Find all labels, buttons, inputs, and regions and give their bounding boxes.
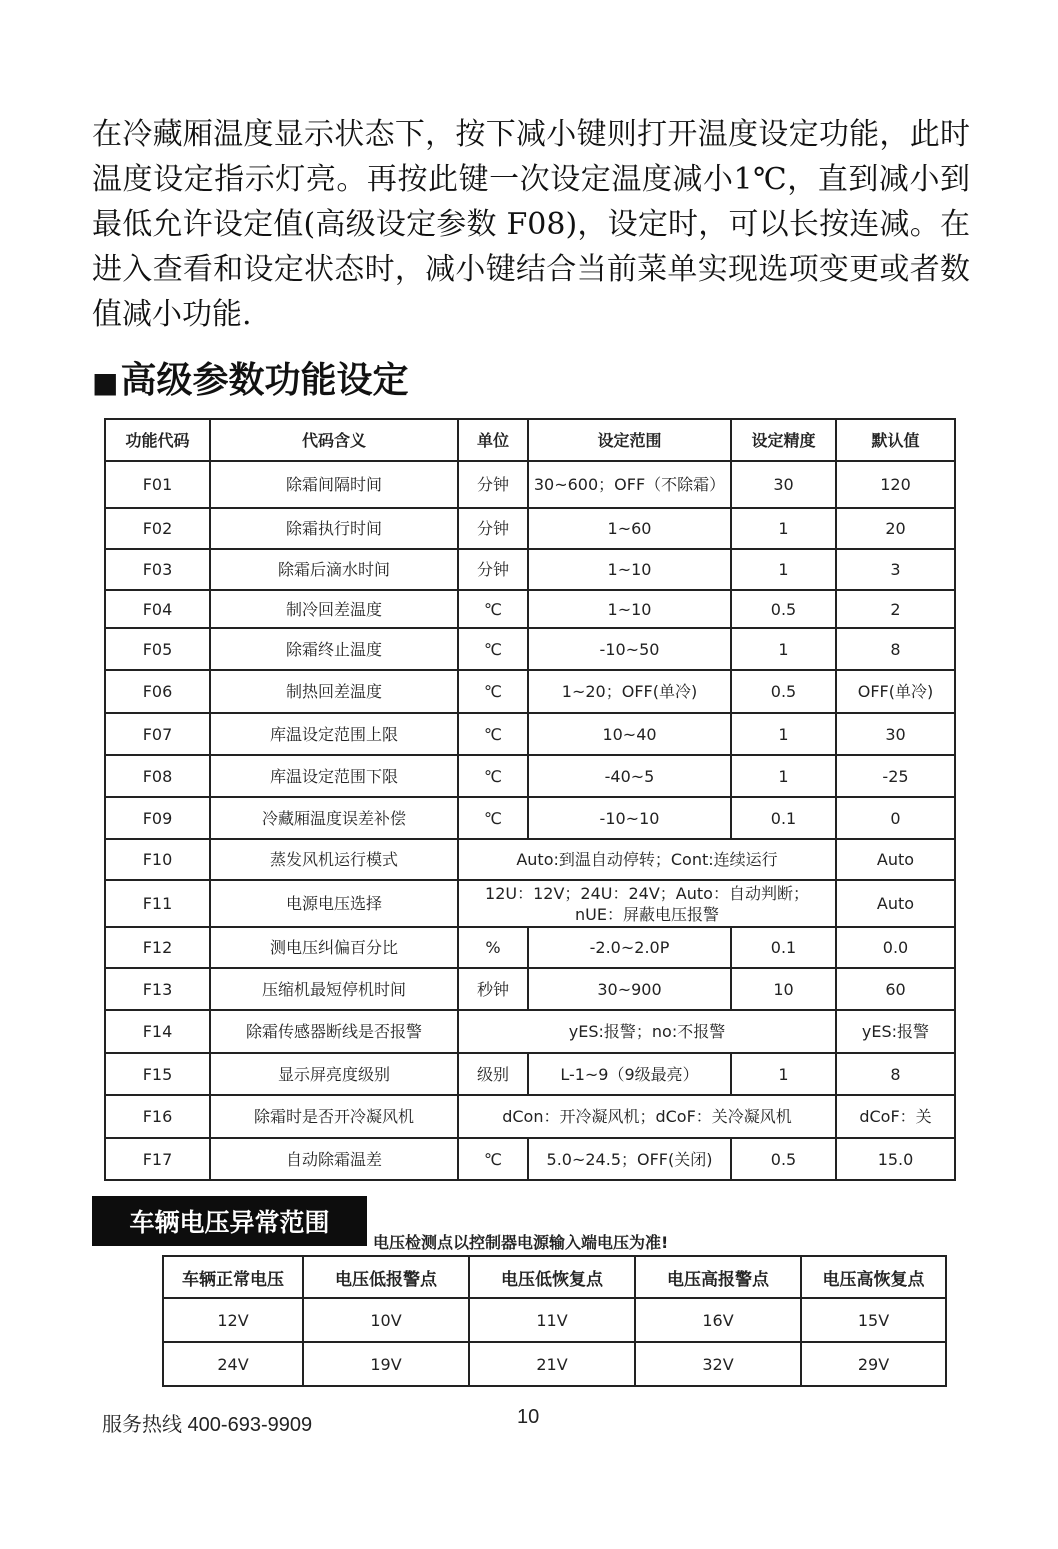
advanced-parameter-table <box>104 418 956 1181</box>
param-merged-cell: yES:报警；no:不报警 <box>458 1010 836 1053</box>
param-default-cell: 30 <box>836 713 955 755</box>
table-row <box>105 461 955 508</box>
param-merged-cell: 12U：12V；24U：24V；Auto：自动判断；nUE：屏蔽电压报警 <box>458 880 836 927</box>
param-meaning-cell: 制热回差温度 <box>210 670 458 713</box>
param-default-cell: yES:报警 <box>836 1010 955 1053</box>
param-precision-cell: 0.5 <box>731 1138 836 1180</box>
voltage-cell: 29V <box>801 1342 946 1386</box>
param-unit-cell: 秒钟 <box>458 968 528 1010</box>
voltage-header-cell: 电压低恢复点 <box>469 1256 635 1298</box>
param-meaning-cell: 除霜执行时间 <box>210 508 458 549</box>
param-range-cell: 30~900 <box>528 968 731 1010</box>
voltage-cell: 19V <box>303 1342 469 1386</box>
param-unit-cell: 分钟 <box>458 549 528 590</box>
param-unit-cell: 级别 <box>458 1053 528 1095</box>
param-code-cell: F02 <box>105 508 210 549</box>
table-row <box>105 968 955 1010</box>
param-precision-cell: 10 <box>731 968 836 1010</box>
param-precision-cell: 0.1 <box>731 927 836 968</box>
header-code: 功能代码 <box>105 419 210 461</box>
param-range-cell: 30~600；OFF（不除霜） <box>528 461 731 508</box>
param-default-cell: 2 <box>836 590 955 628</box>
param-unit-cell: ℃ <box>458 670 528 713</box>
param-meaning-cell: 库温设定范围上限 <box>210 713 458 755</box>
param-unit-cell: ℃ <box>458 713 528 755</box>
param-range-cell: 1~60 <box>528 508 731 549</box>
param-default-cell: 20 <box>836 508 955 549</box>
param-default-cell: Auto <box>836 839 955 880</box>
vehicle-voltage-table <box>162 1255 947 1387</box>
voltage-header-cell: 电压低报警点 <box>303 1256 469 1298</box>
param-precision-cell: 1 <box>731 628 836 670</box>
param-range-cell: 1~10 <box>528 590 731 628</box>
table-header-row <box>105 419 955 461</box>
param-code-cell: F09 <box>105 797 210 839</box>
param-code-cell: F12 <box>105 927 210 968</box>
voltage-header-cell: 电压高恢复点 <box>801 1256 946 1298</box>
table-row <box>105 927 955 968</box>
table-row <box>105 628 955 670</box>
table-row <box>105 839 955 880</box>
table-row <box>105 755 955 797</box>
param-code-cell: F01 <box>105 461 210 508</box>
param-unit-cell: 分钟 <box>458 461 528 508</box>
param-precision-cell: 0.5 <box>731 670 836 713</box>
param-meaning-cell: 自动除霜温差 <box>210 1138 458 1180</box>
param-code-cell: F04 <box>105 590 210 628</box>
param-code-cell: F15 <box>105 1053 210 1095</box>
param-code-cell: F03 <box>105 549 210 590</box>
param-meaning-cell: 除霜终止温度 <box>210 628 458 670</box>
section-title-text: 高级参数功能设定 <box>120 360 409 401</box>
param-default-cell: -25 <box>836 755 955 797</box>
param-range-cell: 5.0~24.5；OFF(关闭) <box>528 1138 731 1180</box>
param-meaning-cell: 测电压纠偏百分比 <box>210 927 458 968</box>
param-meaning-cell: 除霜间隔时间 <box>210 461 458 508</box>
param-precision-cell: 1 <box>731 508 836 549</box>
param-precision-cell: 1 <box>731 549 836 590</box>
param-meaning-cell: 制冷回差温度 <box>210 590 458 628</box>
param-default-cell: 8 <box>836 1053 955 1095</box>
param-meaning-cell: 除霜时是否开冷凝风机 <box>210 1095 458 1138</box>
param-range-cell: -10~50 <box>528 628 731 670</box>
param-range-cell: 1~10 <box>528 549 731 590</box>
param-default-cell: 8 <box>836 628 955 670</box>
vehicle-voltage-note: 电压检测点以控制器电源输入端电压为准! <box>373 1233 669 1252</box>
header-default: 默认值 <box>836 419 955 461</box>
voltage-row <box>163 1298 946 1342</box>
voltage-header-row <box>163 1256 946 1298</box>
voltage-header-cell: 车辆正常电压 <box>163 1256 303 1298</box>
param-code-cell: F10 <box>105 839 210 880</box>
param-code-cell: F06 <box>105 670 210 713</box>
param-default-cell: 60 <box>836 968 955 1010</box>
header-meaning: 代码含义 <box>210 419 458 461</box>
param-precision-cell: 1 <box>731 713 836 755</box>
table-row <box>105 590 955 628</box>
param-precision-cell: 0.5 <box>731 590 836 628</box>
table-row <box>105 1010 955 1053</box>
header-range: 设定范围 <box>528 419 731 461</box>
param-precision-cell: 1 <box>731 1053 836 1095</box>
param-code-cell: F07 <box>105 713 210 755</box>
param-unit-cell: ℃ <box>458 755 528 797</box>
table-row <box>105 1053 955 1095</box>
param-range-cell: -10~10 <box>528 797 731 839</box>
param-default-cell: dCoF：关 <box>836 1095 955 1138</box>
section-title <box>92 356 408 408</box>
table-row <box>105 1095 955 1138</box>
voltage-cell: 11V <box>469 1298 635 1342</box>
param-code-cell: F14 <box>105 1010 210 1053</box>
param-default-cell: 0.0 <box>836 927 955 968</box>
param-meaning-cell: 除霜后滴水时间 <box>210 549 458 590</box>
voltage-cell: 16V <box>635 1298 801 1342</box>
param-meaning-cell: 电源电压选择 <box>210 880 458 927</box>
service-hotline: 服务热线 400-693-9909 <box>102 1414 313 1436</box>
param-meaning-cell: 蒸发风机运行模式 <box>210 839 458 880</box>
voltage-cell: 24V <box>163 1342 303 1386</box>
param-unit-cell: 分钟 <box>458 508 528 549</box>
square-bullet-icon: ■ <box>92 366 119 399</box>
param-unit-cell: ℃ <box>458 590 528 628</box>
table-row <box>105 713 955 755</box>
voltage-cell: 21V <box>469 1342 635 1386</box>
param-unit-cell: ℃ <box>458 797 528 839</box>
table-row <box>105 549 955 590</box>
param-unit-cell: ℃ <box>458 1138 528 1180</box>
param-range-cell: 1~20；OFF(单冷) <box>528 670 731 713</box>
intro-paragraph: 在冷藏厢温度显示状态下，按下减小键则打开温度设定功能，此时温度设定指示灯亮。再按此键一次设定温度减小1℃，直到减小到最低允许设定值(高级设定参数 F08)，设定时，可以长按连减。在进入查看和设定状态时，减小键结合当前菜单实现选项变更或者数值减小功能. <box>92 117 970 332</box>
param-code-cell: F16 <box>105 1095 210 1138</box>
param-default-cell: Auto <box>836 880 955 927</box>
param-precision-cell: 30 <box>731 461 836 508</box>
param-code-cell: F17 <box>105 1138 210 1180</box>
param-default-cell: OFF(单冷) <box>836 670 955 713</box>
param-range-cell: -2.0~2.0P <box>528 927 731 968</box>
table-row <box>105 797 955 839</box>
table-row <box>105 1138 955 1180</box>
table-row <box>105 670 955 713</box>
param-meaning-cell: 库温设定范围下限 <box>210 755 458 797</box>
param-meaning-cell: 除霜传感器断线是否报警 <box>210 1010 458 1053</box>
table-row <box>105 508 955 549</box>
param-default-cell: 15.0 <box>836 1138 955 1180</box>
param-code-cell: F11 <box>105 880 210 927</box>
page-number: 10 <box>517 1406 540 1428</box>
param-merged-cell: dCon：开冷凝风机；dCoF：关冷凝风机 <box>458 1095 836 1138</box>
param-default-cell: 0 <box>836 797 955 839</box>
param-meaning-cell: 冷藏厢温度误差补偿 <box>210 797 458 839</box>
param-range-cell: L-1~9（9级最亮） <box>528 1053 731 1095</box>
voltage-cell: 10V <box>303 1298 469 1342</box>
param-unit-cell: ℃ <box>458 628 528 670</box>
voltage-cell: 12V <box>163 1298 303 1342</box>
voltage-cell: 15V <box>801 1298 946 1342</box>
param-range-cell: 10~40 <box>528 713 731 755</box>
voltage-cell: 32V <box>635 1342 801 1386</box>
header-precision: 设定精度 <box>731 419 836 461</box>
param-default-cell: 120 <box>836 461 955 508</box>
vehicle-voltage-heading: 车辆电压异常范围 <box>92 1196 367 1246</box>
param-meaning-cell: 显示屏亮度级别 <box>210 1053 458 1095</box>
param-code-cell: F13 <box>105 968 210 1010</box>
param-precision-cell: 1 <box>731 755 836 797</box>
param-precision-cell: 0.1 <box>731 797 836 839</box>
header-unit: 单位 <box>458 419 528 461</box>
param-unit-cell: % <box>458 927 528 968</box>
table-row <box>105 880 955 927</box>
param-range-cell: -40~5 <box>528 755 731 797</box>
voltage-row <box>163 1342 946 1386</box>
param-code-cell: F05 <box>105 628 210 670</box>
param-default-cell: 3 <box>836 549 955 590</box>
param-meaning-cell: 压缩机最短停机时间 <box>210 968 458 1010</box>
param-merged-cell: Auto:到温自动停转；Cont:连续运行 <box>458 839 836 880</box>
param-code-cell: F08 <box>105 755 210 797</box>
voltage-header-cell: 电压高报警点 <box>635 1256 801 1298</box>
